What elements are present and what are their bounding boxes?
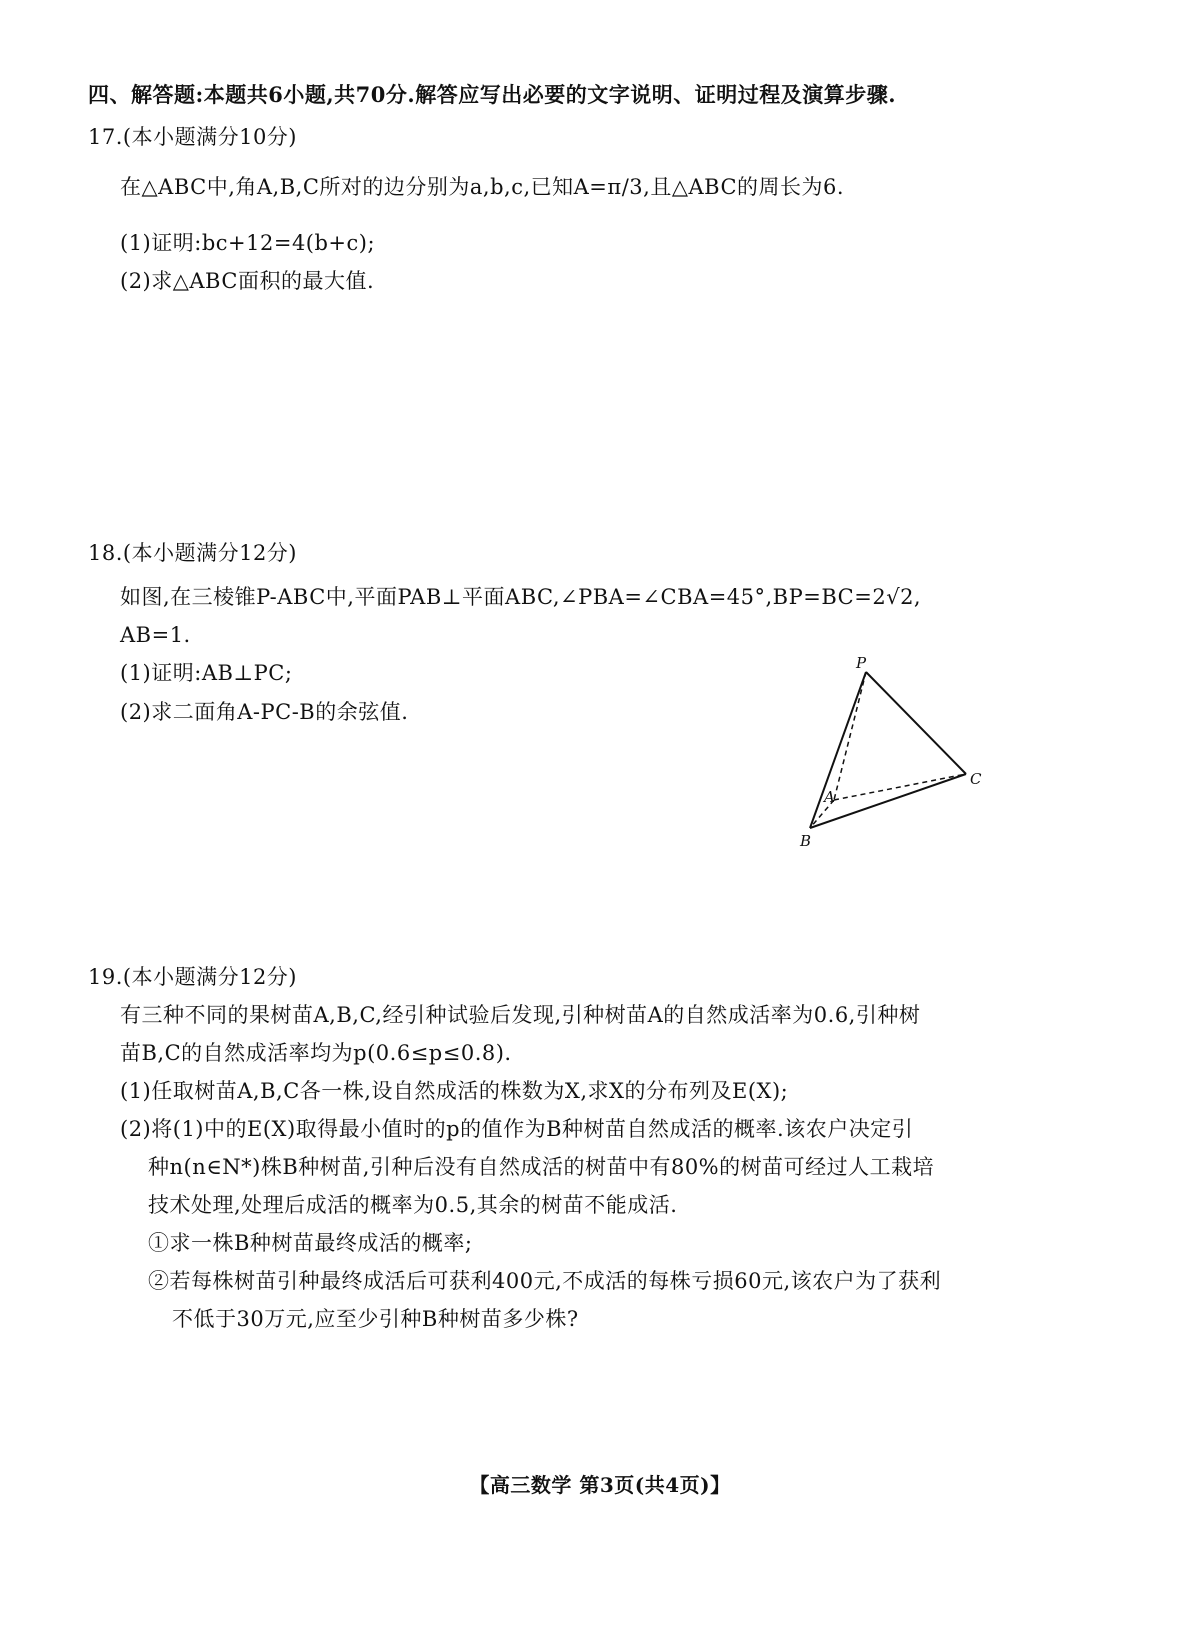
- q18-stem-line2: AB=1.: [120, 623, 191, 647]
- q19-stem-line1: 有三种不同的果树苗A,B,C,经引种试验后发现,引种树苗A的自然成活率为0.6,引种树: [120, 1003, 921, 1027]
- q19-sub2-line2: 不低于30万元,应至少引种B种树苗多少株?: [172, 1307, 579, 1331]
- label-a: A: [824, 788, 835, 806]
- q17-part1: (1)证明:bc+12=4(b+c);: [120, 231, 376, 255]
- q19-part2-line1: (2)将(1)中的E(X)取得最小值时的p的值作为B种树苗自然成活的概率.该农户决定引: [120, 1117, 914, 1141]
- q17-part2: (2)求△ABC面积的最大值.: [120, 269, 375, 293]
- q19-part1: (1)任取树苗A,B,C各一株,设自然成活的株数为X,求X的分布列及E(X);: [120, 1079, 789, 1103]
- q17-stem: 在△ABC中,角A,B,C所对的边分别为a,b,c,已知A=π/3,且△ABC的周长为6.: [120, 175, 845, 199]
- label-b: B: [800, 832, 812, 850]
- q18-part1: (1)证明:AB⊥PC;: [120, 661, 293, 685]
- edge-pa: [834, 672, 866, 800]
- q19-sub1: ①求一株B种树苗最终成活的概率;: [148, 1231, 473, 1255]
- page-footer: 【高三数学 第3页(共4页)】: [469, 1473, 731, 1497]
- q19-part2-line3: 技术处理,处理后成活的概率为0.5,其余的树苗不能成活.: [148, 1193, 678, 1217]
- label-c: C: [970, 770, 982, 788]
- q17-title: 17.(本小题满分10分): [88, 125, 298, 149]
- label-p: P: [856, 654, 867, 672]
- q19-title: 19.(本小题满分12分): [88, 965, 298, 989]
- tetrahedron-figure: [790, 650, 1010, 860]
- q18-stem-line1: 如图,在三棱锥P-ABC中,平面PAB⊥平面ABC,∠PBA=∠CBA=45°,BP=BC=2√2,: [120, 585, 922, 609]
- q18-title: 18.(本小题满分12分): [88, 541, 298, 565]
- edge-pb: [810, 672, 866, 828]
- q18-part2: (2)求二面角A-PC-B的余弦值.: [120, 700, 409, 724]
- section-heading: 四、解答题:本题共6小题,共70分.解答应写出必要的文字说明、证明过程及演算步骤.: [88, 82, 897, 107]
- edge-pc: [866, 672, 966, 774]
- q19-part2-line2: 种n(n∈N*)株B种树苗,引种后没有自然成活的树苗中有80%的树苗可经过人工栽培: [148, 1155, 935, 1179]
- q19-sub2-line1: ②若每株树苗引种最终成活后可获利400元,不成活的每株亏损60元,该农户为了获利: [148, 1269, 942, 1293]
- q19-stem-line2: 苗B,C的自然成活率均为p(0.6≤p≤0.8).: [120, 1041, 512, 1065]
